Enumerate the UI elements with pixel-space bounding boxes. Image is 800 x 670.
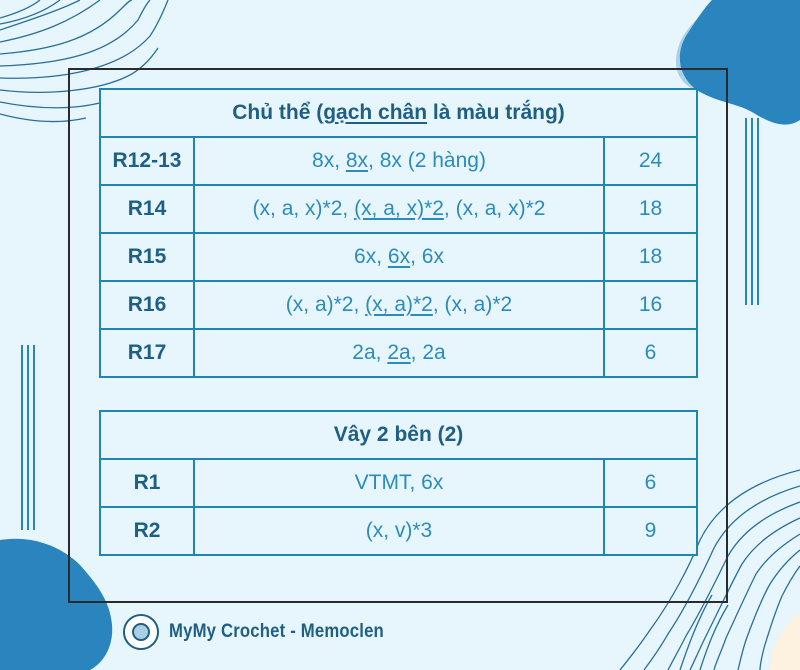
row-instructions: 8x, 8x, 8x (2 hàng) [194,137,604,185]
table-row [100,329,697,377]
table-row [100,185,697,233]
row-label: R2 [100,507,194,555]
row-stitch-count: 16 [604,281,697,329]
row-instructions: (x, a)*2, (x, a)*2, (x, a)*2 [194,281,604,329]
table-row [100,507,697,555]
row-instructions: VTMT, 6x [194,459,604,507]
brand-name: MyMy Crochet - Memoclen [169,621,384,642]
row-stitch-count: 18 [604,233,697,281]
row-label: R1 [100,459,194,507]
main-body-title: Chủ thể (gạch chân là màu trắng) [100,89,697,137]
row-stitch-count: 18 [604,185,697,233]
row-label: R16 [100,281,194,329]
row-label: R15 [100,233,194,281]
row-instructions: 6x, 6x, 6x [194,233,604,281]
row-label: R14 [100,185,194,233]
row-instructions: (x, v)*3 [194,507,604,555]
row-stitch-count: 6 [604,329,697,377]
row-label: R17 [100,329,194,377]
main-body-table [99,88,698,378]
fins-title: Vây 2 bên (2) [100,411,697,459]
brand-logo [123,614,159,650]
table-row [100,459,697,507]
table-row [100,233,697,281]
footer [123,610,413,654]
row-instructions: (x, a, x)*2, (x, a, x)*2, (x, a, x)*2 [194,185,604,233]
row-label: R12-13 [100,137,194,185]
row-stitch-count: 6 [604,459,697,507]
row-stitch-count: 9 [604,507,697,555]
row-stitch-count: 24 [604,137,697,185]
yarn-ball-icon [132,623,150,641]
fins-table [99,410,698,556]
table-row [100,137,697,185]
table-row [100,281,697,329]
row-instructions: 2a, 2a, 2a [194,329,604,377]
